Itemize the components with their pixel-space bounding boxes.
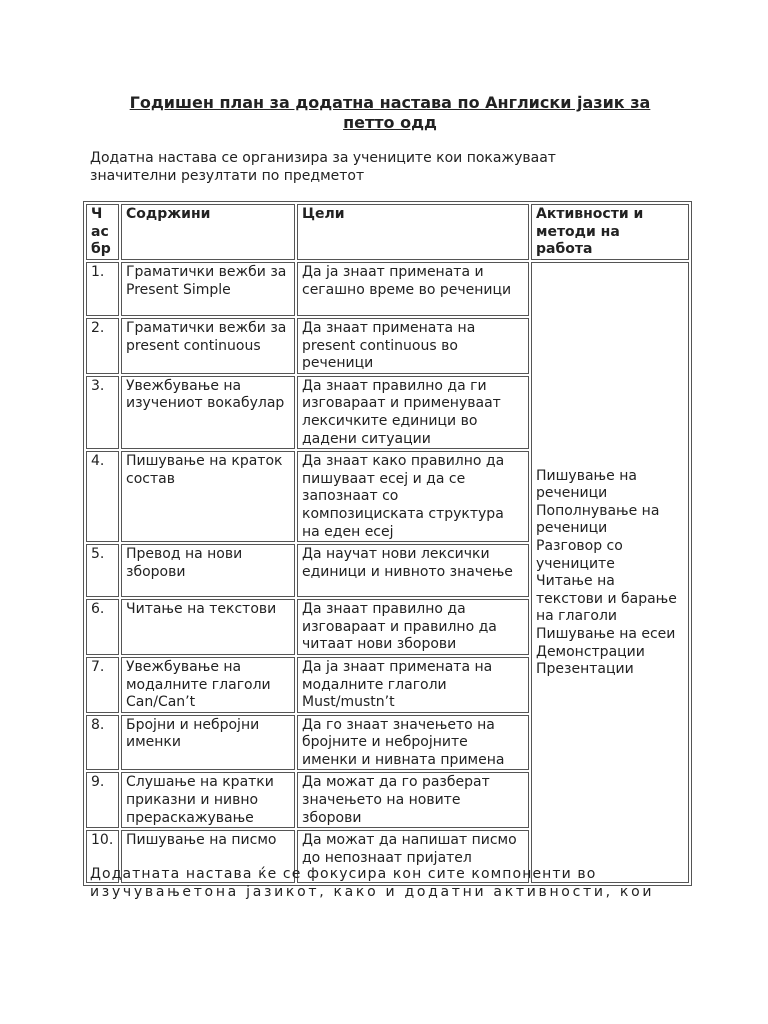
row-number: 10.: [86, 830, 119, 883]
annual-plan-table: [83, 201, 692, 886]
header-goals: Цели: [297, 204, 529, 260]
intro-paragraph: [90, 149, 650, 185]
footer-paragraph: [90, 865, 690, 901]
row-number: 6.: [86, 599, 119, 655]
activity-item: Пополнување на реченици: [536, 502, 660, 537]
table-row: [86, 262, 689, 316]
activity-item: Презентации: [536, 661, 634, 678]
row-content: Слушање на кратки приказни и нивно прераскажување: [121, 772, 295, 828]
footer-line-1: Додатната настава ќе се фокусира кон сите компоненти во: [90, 866, 597, 882]
table-header-row: [86, 204, 689, 260]
row-number: 3.: [86, 376, 119, 449]
row-goal: Да можат да го разберат значењето на новите зборови: [297, 772, 529, 828]
row-goal: Да знаат правилно да изговараат и правилно да читаат нови зборови: [297, 599, 529, 655]
row-number: 7.: [86, 657, 119, 713]
activity-item: Демонстрации: [536, 643, 645, 660]
header-number: Ч ас бр: [86, 204, 119, 260]
activity-item: Пишување на есеи: [536, 625, 676, 642]
row-content: Пишување на писмо: [121, 830, 295, 883]
row-goal: Да знаат правилно да ги изговараат и применуваат лексичките единици во дадени ситуации: [297, 376, 529, 449]
activity-item: Читање на текстови и барање на глаголи: [536, 573, 677, 625]
footer-line-2: изучувањетона јазикот, како и додатни активности, кои: [90, 884, 655, 900]
row-number: 4.: [86, 451, 119, 542]
row-content: Пишување на краток состав: [121, 451, 295, 542]
header-content: Содржини: [121, 204, 295, 260]
row-goal: Да знаат како правилно да пишуваат есеј и да се запознаат со композициската структура на еден есеј: [297, 451, 529, 542]
row-content: Превод на нови зборови: [121, 544, 295, 597]
row-goal: Да знаат примената на present continuous во реченици: [297, 318, 529, 374]
row-goal: Да го знаат значењето на бројните и небројните именки и нивната примена: [297, 715, 529, 771]
row-number: 8.: [86, 715, 119, 771]
row-goal: Да ја знаат примената на модалните глаголи Must/mustn’t: [297, 657, 529, 713]
activity-item: Пишување на реченици: [536, 467, 637, 502]
activity-item: Разговор со учениците: [536, 537, 623, 572]
row-content: Читање на текстови: [121, 599, 295, 655]
activities-cell: [531, 262, 689, 883]
page-title: [90, 93, 690, 133]
row-content: Граматички вежби за present continuous: [121, 318, 295, 374]
intro-line-2: значителни резултати по предметот: [90, 168, 365, 184]
row-number: 5.: [86, 544, 119, 597]
row-goal: Да ја знаат примената и сегашно време во реченици: [297, 262, 529, 316]
row-goal: Да можат да напишат писмо до непознаат пријател: [297, 830, 529, 883]
row-content: Бројни и небројни именки: [121, 715, 295, 771]
title-line-2: петто одд: [343, 113, 437, 132]
row-number: 2.: [86, 318, 119, 374]
row-number: 9.: [86, 772, 119, 828]
title-line-1: Годишен план за додатна настава по Англиски јазик за: [129, 93, 651, 112]
header-activities: Активности и методи на работа: [531, 204, 689, 260]
intro-line-1: Додатна настава се организира за учениците кои покажуваат: [90, 150, 556, 166]
row-content: Граматички вежби за Present Simple: [121, 262, 295, 316]
row-number: 1.: [86, 262, 119, 316]
row-goal: Да научат нови лексички единици и нивното значење: [297, 544, 529, 597]
row-content: Увежбување на изучениот вокабулар: [121, 376, 295, 449]
row-content: Увежбување на модалните глаголи Can/Can’t: [121, 657, 295, 713]
